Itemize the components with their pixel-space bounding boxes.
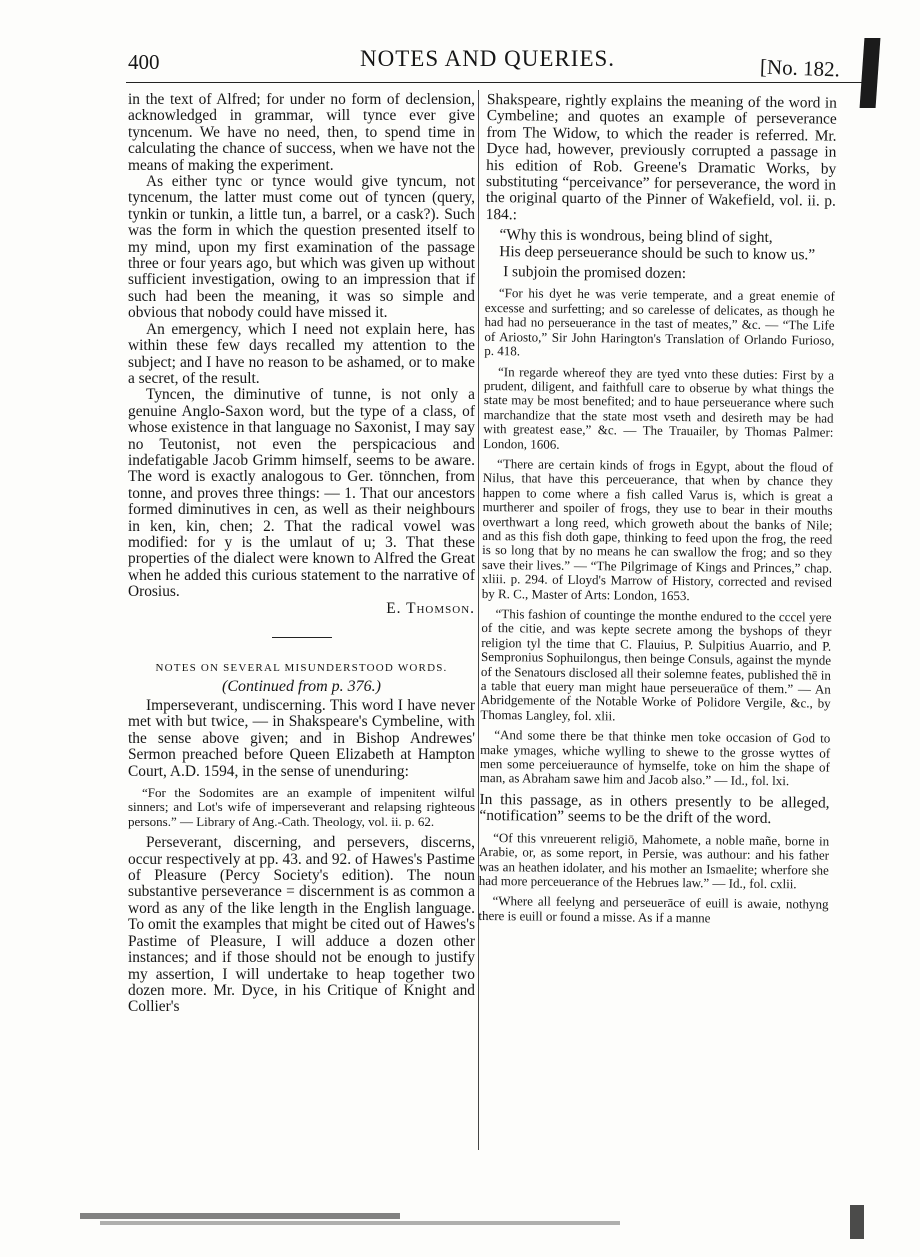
left-paragraph-6: Perseverant, discerning, and persevers, discerns, occur respectively at pp. 43. and 92. of Hawes's Pastime of Pleasure (Percy Society's edition). The noun substantive perseverance = discernment is as common a word as any of the like length in the English language. To omit the examples that might be cited out of Hawes's Pastime of Pleasure, I will adduce a dozen other instances; and if those should not be enough to justify my assertion, I will undertake to heap together two dozen more. Mr. Dyce, in his Critique of Knight and Collier's <box>128 834 475 1016</box>
right-paragraph-1: Shakspeare, rightly explains the meaning of the word in Cymbeline; and quotes an example of perseverance from The Widow, to which the reader is referred. Mr. Dyce had, however, previously corrupted a passage in his edition of Rob. Greene's Dramatic Works, by substituting “perceivance” for perseverance, the word in the original quarto of the Pinner of Wakefield, vol. ii. p. 184.: <box>485 91 837 224</box>
right-quote-7: “Where all feelyng and perseuerāce of euill is awaie, nothyng there is euill or found a misse. As if a manne <box>478 893 829 926</box>
right-column <box>478 92 837 927</box>
issue-number: [No. 182. <box>759 54 841 82</box>
left-column <box>128 92 475 1016</box>
right-quote-1: “For his dyet he was verie temperate, and a great enemie of excesse and surfetting; and so carelesse of delicates, as though he had had no perseuerance in the tast of meates,” &c. — “The Life of Ariosto,” Sir John Harington's Translation of Orlando Furioso, p. 418. <box>484 285 835 359</box>
header-rule <box>126 82 862 83</box>
right-quote-6: “Of this vnreuerent religiō, Mahomete, a noble mañe, borne in Arabie, or, as some report, in Persie, was authour: and his father was an heathen idolater, and his mother an Ismaelite; wherfore she had more perceuerance of the Hebrues law.” — Id., fol. cxlii. <box>478 829 830 892</box>
author-signature: E. Thomson. <box>386 599 475 617</box>
verse-line-1: “Why this is wondrous, being blind of sight, His deep perseuerance should be such to know us.” <box>499 226 816 264</box>
right-quote-5: “And some there be that thinke men toke occasion of God to make ymages, whiche wylling to shewe to the grosse wyttes of men some perceiueraunce of hymselfe, toke on him the shape of man, as Abraham sawe him and Jacob also.” — Id., fol. lxi. <box>479 727 831 789</box>
left-paragraph-1: in the text of Alfred; for under no form of declension, acknowledged in grammar, will tynce ever give tyncenum. We have no need, then, to spend time in calculating the chance of success, when we have not the means of making the experiment. <box>128 91 475 174</box>
bottom-scan-smudge <box>60 1195 890 1243</box>
left-paragraph-5: Imperseverant, undiscerning. This word I have never met with but twice, — in Shakspeare's Cymbeline, with the sense above given; and in Bishop Andrewes' Sermon preached before Queen Elizabeth at Hampton Court, A.D. 1594, in the sense of unenduring: <box>128 697 475 780</box>
column-divider <box>478 90 479 1150</box>
right-paragraph-3: In this passage, as in others presently to be alleged, “notification” seems to be the drift of the word. <box>479 790 830 828</box>
left-paragraph-4: Tyncen, the diminutive of tunne, is not only a genuine Anglo-Saxon word, but the type of a class, of whose existence in that language no Saxonist, I may say no Teutonist, not even the perspicacious and indefatigable Jacob Grimm himself, seems to be aware. The word is exactly analogous to Ger. tönnchen, from tonne, and proves three things: — 1. That our ancestors formed diminutives in cen, as well as their neighbours in ken, kin, chen; 2. That the radical vowel was modified: for y is the umlaut of u; 3. That these properties of the dialect were known to Alfred the Great when he added this curious statement to the narrative of Orosius. <box>128 386 475 601</box>
right-quote-2: “In regarde whereof they are tyed vnto these duties: First by a prudent, diligent, and faithfull care to obserue by what things the state may be most benefited; and to haue perseuerance where such marchandize that the state most vseth and desireth may be had with greatest ease,” &c. — The Trauailer, by Thomas Palmer: London, 1606. <box>483 363 835 452</box>
continued-note: (Continued from p. 376.) <box>222 678 381 695</box>
journal-title: NOTES AND QUERIES. <box>360 46 616 71</box>
binding-edge-mark <box>860 38 881 108</box>
page-number: 400 <box>128 50 160 74</box>
right-quote-3: “There are certain kinds of frogs in Egypt, about the floud of Nilus, that have this perceuerance, that when by chance they happen to come where a fish called Varus is, which is great a murtherer and spoiler of frogs, they use to bear in their mouths overthwart a long reed, which groweth about the banks of Nile; and as this fish doth gape, thinking to feed upon the frog, the reed is so long that by no means he can swallow the frog; and so they save their lives.” — “The Pilgrimage of Kings and Princes,” chap. xliii. p. 294. of Lloyd's Marrow of History, corrected and revised by R. C., Master of Arts: London, 1653. <box>481 456 834 603</box>
section-heading: NOTES ON SEVERAL MISUNDERSTOOD WORDS. <box>155 662 448 674</box>
left-paragraph-3: An emergency, which I need not explain here, has within these few days recalled my attention to the subject; and I have no reason to be ashamed, or to make a secret, of the result. <box>128 320 475 387</box>
page-header <box>0 46 920 82</box>
section-divider <box>272 637 332 638</box>
right-paragraph-2: I subjoin the promised dozen: <box>503 263 687 283</box>
left-quote-1: “For the Sodomites are an example of impenitent wilful sinners; and Lot's wife of imperseverant and relapsing righteous persons.” — Library of Ang.-Cath. Theology, vol. ii. p. 62. <box>128 785 475 829</box>
left-paragraph-2: As either tync or tynce would give tyncum, not tyncenum, the latter must come out of tyncen (query, tynkin or tunkin, a little tun, a barrel, or a cask?). Such was the form in which the question presented itself to my mind, upon my first examination of the passage three or four years ago, but which was given up without sufficient investigation, owing to an impression that if such had been the meaning, it was so simple and obvious that nobody could have missed it. <box>128 173 475 322</box>
right-quote-4: “This fashion of countinge the monthe endured to the cccel yere of the citie, and was kepte secrete among the byshops of theyr religion tyl the time that C. Flauius, P. Sulpitius Auarrio, and P. Sempronius Sophuilongus, then beinge Consuls, against the mynde of the Senatours disclosed all their solemne feates, published thē in a table that euery man might haue perseueraūce of them.” — An Abridgemente of the Notable Worke of Polidore Vergile, &c., by Thomas Langley, fol. xlii. <box>480 606 832 724</box>
